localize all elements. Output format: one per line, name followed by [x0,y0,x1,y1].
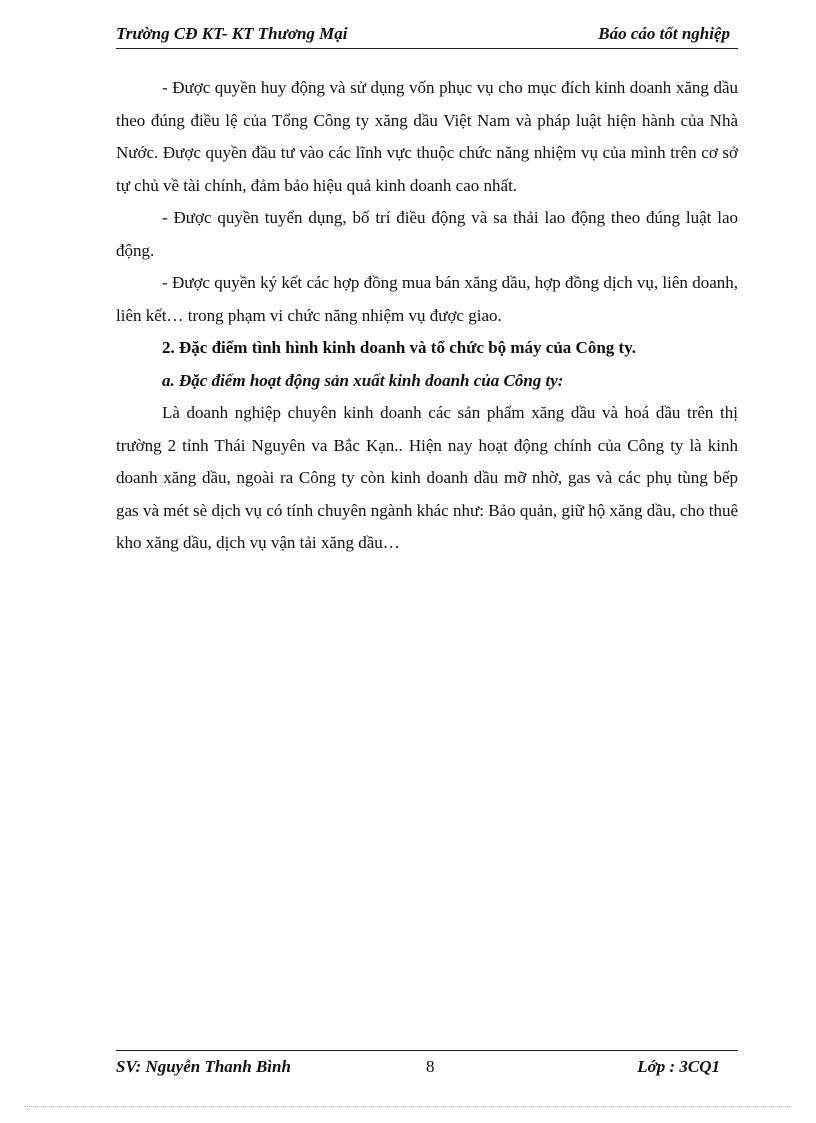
page-header [116,24,738,49]
paragraph-contract-rights: - Được quyền ký kết các hợp đồng mua bán xăng dầu, hợp đồng dịch vụ, liên doanh, liên kết… trong phạm vi chức năng nhiệm vụ được giao. [116,273,738,325]
document-body [116,72,738,560]
paragraph-labor-rights: - Được quyền tuyển dụng, bố trí điều động và sa thải lao động theo đúng luật lao động. [116,208,738,260]
header-school: Trường CĐ KT- KT Thương Mại [116,24,348,43]
page-footer [116,1050,738,1081]
footer-class: Lớp : 3CQ1 [637,1057,720,1076]
subsection-heading: a. Đặc điểm hoạt động sản xuất kinh doanh của Công ty: [162,370,564,390]
section-heading: 2. Đặc điểm tình hình kinh doanh và tổ chức bộ máy của Công ty. [162,338,637,357]
header-report-type: Báo cáo tốt nghiệp [598,24,730,43]
paragraph-business-description: Là doanh nghiệp chuyên kinh doanh các sản phẩm xăng dầu và hoá dầu trên thị trường 2 tỉnh Thái Nguyên va Bắc Kạn.. Hiện nay hoạt động chính của Công ty là kinh doanh xăng dầu, ngoài ra Công ty còn kinh doanh dầu mỡ nhờ, gas và các phụ tùng bếp gas và mét sè dịch vụ có tính chuyên ngành khác như: Bảo quản, giữ hộ xăng dầu, cho thuê kho xăng dầu, dịch vụ vận tải xăng dầu… [116,403,738,552]
paragraph-capital-rights: - Được quyền huy động và sử dụng vốn phục vụ cho mục đích kinh doanh xăng dầu theo đúng điều lệ của Tổng Công ty xăng dầu Việt Nam và pháp luật hiện hành của Nhà Nước. Được quyền đầu tư vào các lĩnh vực thuộc chức năng nhiệm vụ của mình trên cơ sở tự chủ về tài chính, đảm bảo hiệu quả kinh doanh cao nhất. [116,78,738,195]
footer-student: SV: Nguyễn Thanh Bình [116,1057,291,1076]
page-bottom-divider [24,1106,792,1107]
footer-page-number: 8 [426,1057,435,1076]
